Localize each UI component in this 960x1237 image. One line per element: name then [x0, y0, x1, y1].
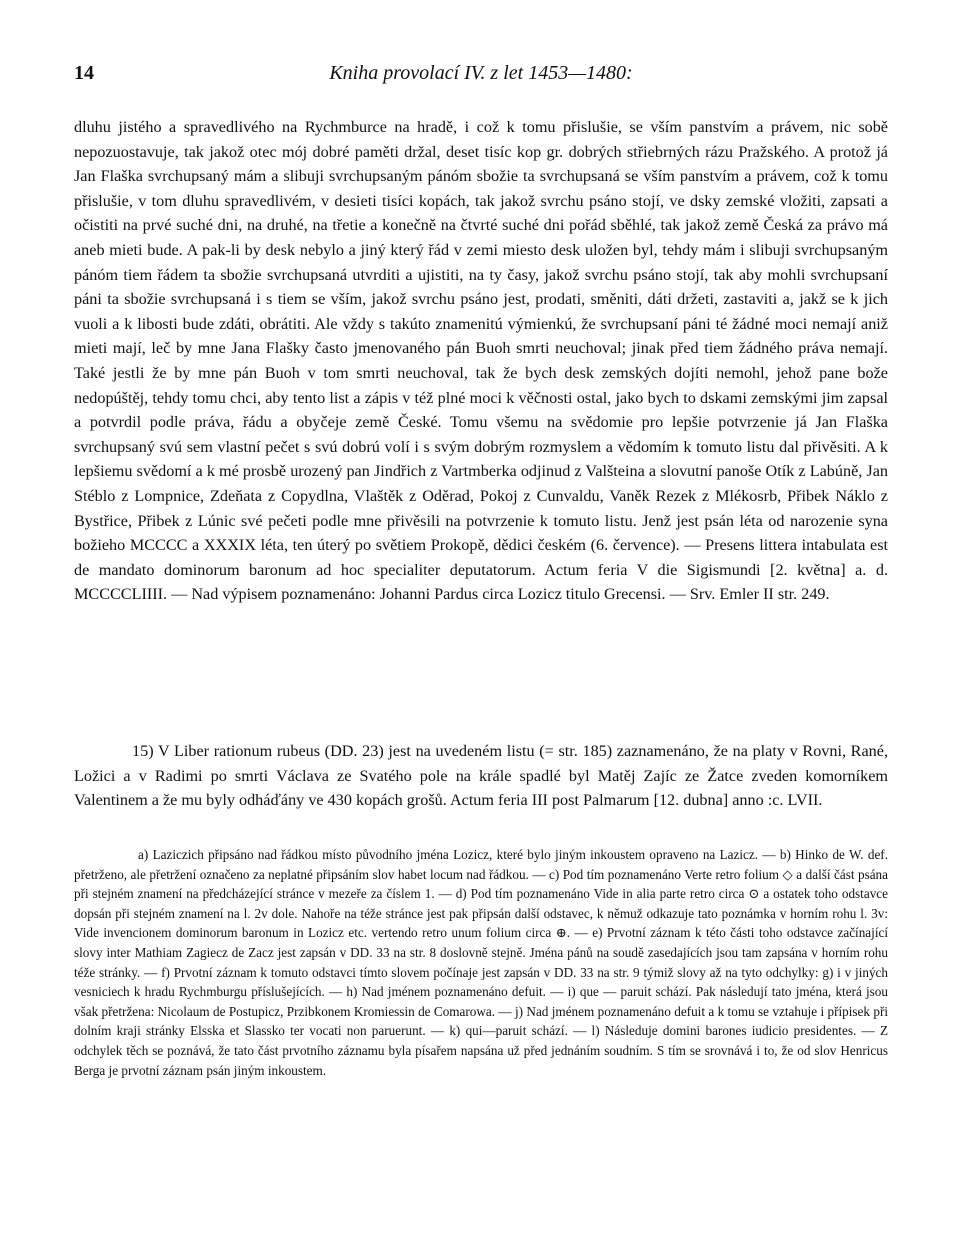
running-title: Kniha provolací IV. z let 1453—1480: — [329, 62, 633, 84]
note-15-block — [74, 739, 888, 813]
main-text-block — [74, 115, 888, 607]
main-paragraph: dluhu jistého a spravedlivého na Rychmburce na hradě, i což k tomu přislušie, se vším panstvím a právem, nic sobě nepozuostavuje, tak jakož otec mój dobré paměti držal, deset tisíc kop gr. dobrých střiebrných rázu Pražského. A protož já Jan Flaška svrchupsaný mám a slibuji svrchupsaným pánóm sbožie ta svrchupsaná se vším panstvím a právem, což k tomu přislušie, v tom dluhu spravedlivém, v desieti tisíci kopách, tak jakož svrchu psáno stojí, ve dsky zemské vložiti, zapsati a očistiti na prvé suché dni, na druhé, na třetie a konečně na čtvrté suché dni pořád sběhlé, tak jakož země Česká za právo má aneb mieti bude. A pak-li by desk nebylo a jiný který řád v zemi miesto desk uložen byl, tehdy mám i slibuji svrchupsaným pánóm tiem řádem ta sbožie svrchupsaná utvrditi a ujistiti, na ty časy, jakož svrchu psáno stojí, tak aby mohli svrchupsaní páni ta sbožie svrchupsaná i s tiem se vším, jakož svrchu psáno jest, prodati, směniti, dáti držeti, zastaviti a, jakž se k jich vuoli a k libosti bude zdáti, obrátiti. Ale vždy s takúto znamenitú výmienkú, že svrchupsaní páni té žádné moci nemají aniž mieti mají, leč by mne Jana Flašky často jmenovaného pán Buoh smrti neuchoval; jinak před tiem žádného práva nemají. Také jestli že by mne pán Buoh v tom smrti neuchoval, tak že bych desk zemských dojíti nemohl, jehož pane bože nedopúštěj, tehdy tomu chci, aby tento list a zápis v též plné moci k věčnosti ostal, jako bych to dskami zemskými jim zapsal a potvrdil podle práva, řádu a obyčeje země České. Tomu všemu na svědomie pro lepšie potvrzenie já Jan Flaška svrchupsaný svú sem vlastní pečet s svú dobrú volí i s svým dobrým rozmyslem a vědomím k tomuto listu dal přivěsiti. A k lepšiemu svědomí a k mé prosbě urozený pan Jindřich z Vartmberka odjinud z Valšteina a slovutní panoše Otík z Labúně, Jan Stéblo z Lompnice, Zdeňata z Copydlna, Vlaštěk z Oděrad, Pokoj z Cunvaldu, Vaněk Rezek z Mlékosrb, Přibek Náklo z Bystřice, Přibek z Lúnic své pečeti podle mne přivěsili na potvrzenie k tomuto listu. Jenž jest psán léta od narozenie syna božieho MCCCC a XXXIX léta, ten úterý po světiem Prokopě, dědici českém (6. července). — Presens littera intabulata est de mandato dominorum baronum ad hoc specialiter deputatorum. Actum feria V die Sigismundi [2. května] a. d. MCCCCLIIII. — Nad výpisem poznamenáno: Johanni Pardus circa Lozicz titulo Grecensi. — Srv. Emler II str. 249. — [74, 118, 888, 604]
footnotes-paragraph: a) Laziczich připsáno nad řádkou místo původního jména Lozicz, které bylo jiným inkoustem opraveno na Lazicz. — b) Hinko de W. def. přetrženo, ale přetržení označeno za neplatné připsáním slov habet locum nad řádkou. — c) Pod tím poznamenáno Verte retro folium ◇ a další část psána při stejném znamení na předcházející stránce v mezeře za číslem 1. — d) Pod tím poznamenáno Vide in alia parte retro circa ⊙ a ostatek toho odstavce dopsán při stejném znamení na l. 2v dole. Nahoře na téže stránce jest pak připsán další odstavec, k němuž odkazuje tato poznámka v horním rohu l. 3v: Vide invencionem dominorum baronum in Lozicz etc. vertendo retro unum folium circa ⊕. — e) Prvotní záznam k této části toho odstavce začínající slovy inter Mathiam Zagiecz de Zacz jest zapsán v DD. 33 na str. 8 doslovně stejně. Jména pánů na soudě zasedajících jsou tam zapsána v horním rohu téže stránky. — f) Prvotní záznam k tomuto odstavci tímto slovem počínaje jest zapsán v DD. 33 na str. 9 týmiž slovy až na tyto odchylky: g) i v jiných vesniciech k hradu Rychmburgu příslušejících. — h) Nad jménem poznamenáno defuit. — i) que — paruit schází. Pak následují tato jména, která jsou však přetržena: Nicolaum de Postupicz, Przibkonem Kromiessin de Comarowa. — j) Nad jménem poznamenáno defuit a k tomu se vztahuje i přípisek při dolním kraji stránky Elsska et Slassko ter vocati non paruerunt. — k) qui—paruit schází. — l) Následuje domini barones iudicio presidentes. — Z odchylek těch se poznává, že tato část prvotního záznamu byla písařem napsána už před jednáním soudním. S tím se srovnává i to, že od slov Henricus Berga je prvotní záznam psán jiným inkoustem. — [74, 847, 888, 1078]
page-header — [74, 62, 888, 92]
note-15-paragraph: 15) V Liber rationum rubeus (DD. 23) jest na uvedeném listu (= str. 185) zaznamenáno, že na platy v Rovni, Rané, Ložici a v Radimi po smrti Václava ze Svatého pole na krále spadlé byl Matěj Zajíc ze Žatce zveden komorníkem Valentinem a že mu byly odháďány ve 430 kopách grošů. Actum feria III post Palmarum [12. dubna] anno :c. LVII. — [74, 742, 888, 810]
page-number: 14 — [74, 62, 94, 84]
footnotes-block — [74, 845, 888, 1080]
